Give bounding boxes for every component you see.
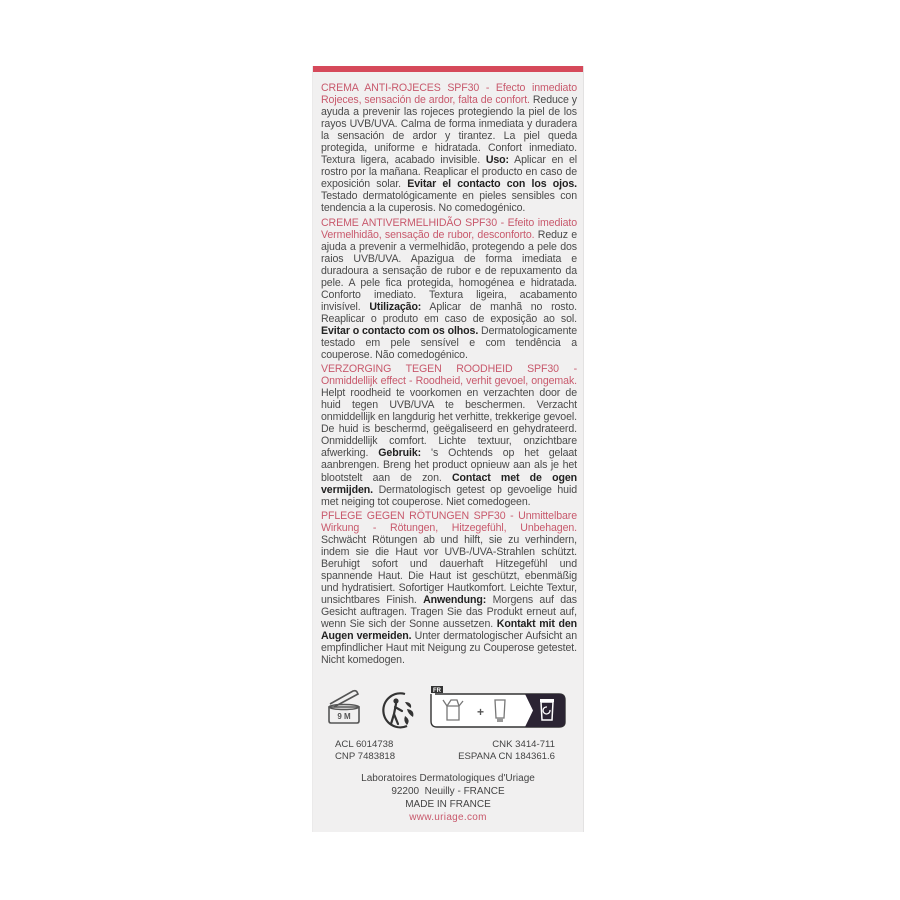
- usage-label: Anwendung:: [423, 593, 487, 606]
- usage-label: Gebruik:: [378, 447, 422, 460]
- cnp-code: CNP 7483818: [335, 751, 396, 762]
- section-title: PFLEGE GEGEN RÖTUNGEN SPF30 - Unmittelbare Wirkung: [321, 509, 577, 534]
- accent-band: [313, 66, 583, 72]
- acl-code: ACL 6014738: [335, 739, 394, 750]
- company-name: Laboratoires Dermatologiques d'Uriage: [361, 773, 535, 784]
- section-subtitle: Vermelhidão, sensação de rubor, desconforto.: [321, 228, 535, 241]
- regulatory-icons: [325, 680, 575, 738]
- section-body: Aplicar de manhã no rosto. Reaplicar o produto em caso de exposição ao sol.: [321, 300, 577, 325]
- section-body: Reduz e ajuda a prevenir a vermelhidão, protegendo a pele dos raios UVB/UVA. Apazigua de forma imediata e duradoura a sensação de rubor e de repuxamento da pele. A pele fica protegida, homogénea e hidratada. Conforto imediato. Textura ligeira, acabamento invisível.: [321, 228, 578, 313]
- triman-recycling-icon: [379, 690, 419, 730]
- origin-label: MADE IN FRANCE: [405, 799, 491, 810]
- section-title: CREMA ANTI-ROJECES SPF30 - Efecto inmediato: [321, 82, 577, 94]
- warning-text: Contact met de ogen vermijden.: [321, 471, 577, 496]
- section-body: Reduce y ayuda a prevenir las rojeces protegiendo la piel de los rayos UVB/UVA. Calma de forma inmediata y duradera la sensación de ardor y tirantez. La piel queda protegida, uniforme e hidratada. Confort inmediato. Textura ligera, acabado invisible.: [321, 94, 577, 167]
- section-pt: [321, 217, 577, 362]
- section-nl: [321, 363, 577, 508]
- section-subtitle: Rojeces, sensación de ardor, falta de confort.: [321, 94, 530, 107]
- codes-row: [335, 739, 555, 751]
- codes-row: [335, 751, 555, 763]
- plus-sign: +: [477, 705, 485, 719]
- section-body: Dermatologisch getest op gevoelige huid met neiging tot couperose. Niet comedogeen.: [321, 483, 577, 508]
- warning-text: Kontakt mit den Augen vermeiden.: [321, 618, 577, 643]
- section-es: [321, 82, 577, 215]
- usage-label: Utilização:: [369, 300, 422, 313]
- section-body: Helpt roodheid te voorkomen en verzachten door de huid tegen UVB/UVA te beschermen. Verzacht onmiddellijk en langdurig het verhitte, trekkerige gevoel. De huid is beschermd, geëgaliseerd en gehydrateerd. Onmiddellijk comfort. Lichte textuur, onzichtbare afwerking.: [321, 387, 577, 460]
- section-body: Unter dermatologischer Aufsicht an empfindlicher Haut mit Neigung zu Couperose getestet. Nicht komedogen.: [321, 630, 577, 667]
- section-subtitle: - Rötungen, Hitzegefühl, Unbehagen.: [359, 521, 577, 534]
- section-body: Aplicar en el rostro por la mañana. Reaplicar el producto en caso de exposición solar.: [321, 154, 577, 191]
- manufacturer-address: [313, 772, 583, 824]
- usage-label: Uso:: [485, 154, 509, 167]
- period-after-opening-icon: [325, 688, 363, 726]
- section-title: CREME ANTIVERMELHIDÃO SPF30 - Efeito imediato: [321, 216, 577, 229]
- section-body: Testado dermatológicamente en pieles sensibles con tendencia a la cuperosis. No comedogénico.: [321, 190, 577, 215]
- country-label: FR: [433, 688, 441, 694]
- company-city: 92200 Neuilly - FRANCE: [391, 786, 505, 797]
- warning-text: Evitar el contacto con los ojos.: [407, 178, 577, 191]
- section-body: Schwächt Rötungen ab und hilft, sie zu verhindern, indem sie die Haut vor UVB-/UVA-Strahlen schützt. Beruhigt sofort und dauerhaft Hitzegefühl und spannende Haut. Die Haut ist geschützt, ebenmäßig und hydratisiert. Sofortiger Hautkomfort. Leichte Textur, unsichtbares Finish.: [321, 533, 577, 606]
- section-body: Dermatologicamente testado em pele sensível e com tendência a couperose. Não comedogénico.: [321, 324, 577, 362]
- website-link: www.uriage.com: [409, 812, 487, 823]
- product-codes: [335, 739, 555, 763]
- info-tri-sorting-icon: [429, 686, 567, 728]
- section-body: Morgens auf das Gesicht auftragen. Tragen Sie das Produkt erneut auf, wenn Sie sich der Sonne aussetzen.: [321, 593, 577, 631]
- cnk-code: CNK 3414-711: [492, 739, 555, 750]
- pao-label: 9 M: [337, 712, 351, 721]
- product-description: [321, 82, 577, 668]
- espana-code: ESPANA CN 184361.6: [458, 751, 555, 762]
- section-de: [321, 510, 577, 667]
- section-title: VERZORGING TEGEN ROODHEID SPF30 - Onmiddellijk effect: [321, 363, 577, 388]
- warning-text: Evitar o contacto com os olhos.: [321, 324, 479, 337]
- packaging-panel: [313, 66, 583, 832]
- section-body: 's Ochtends op het gelaat aanbrengen. Breng het product opnieuw aan als je het blootstelt aan de zon.: [321, 447, 577, 484]
- section-subtitle: - Roodheid, verhit gevoel, ongemak.: [405, 375, 577, 388]
